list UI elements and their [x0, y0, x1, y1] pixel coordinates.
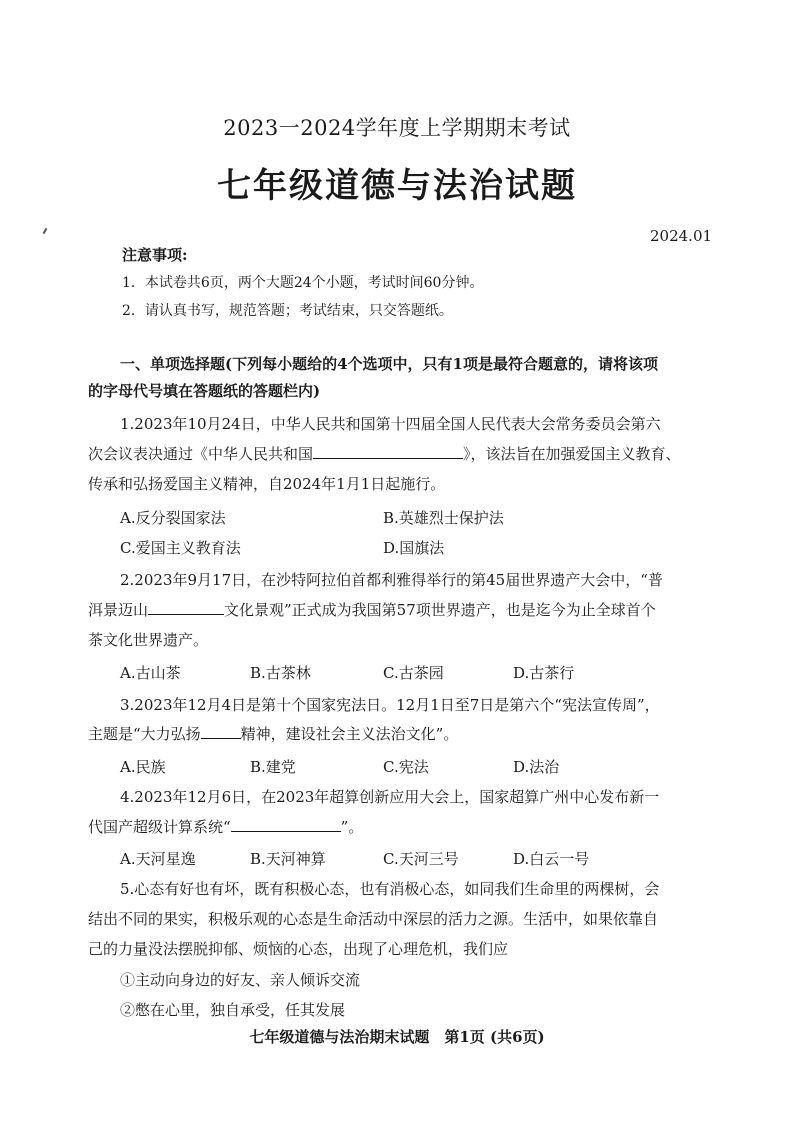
question-text-part: 代国产超级计算系统“	[88, 818, 231, 836]
option-d: D.古茶行	[513, 664, 575, 682]
section-heading: 一、单项选择题(下列每小题给的4个选项中，只有1项是最符合题意的，请将该项	[120, 355, 658, 373]
question-text-part: 》，该法旨在加强爱国主义教育、	[463, 445, 681, 463]
exam-date: 2024.01	[650, 227, 713, 245]
option-b: B.英雄烈士保护法	[383, 509, 504, 527]
answer-blank	[313, 444, 463, 459]
exam-year-heading: 2023一2024学年度上学期期末考试	[223, 116, 571, 140]
option-c: C.爱国主义教育法	[120, 539, 241, 557]
option-b: B.建党	[250, 758, 296, 776]
question-text: 茶文化世界遗产。	[88, 631, 209, 649]
option-b: B.天河神算	[250, 850, 326, 868]
page-title: 七年级道德与法治试题	[217, 166, 577, 206]
notice-item: 2．请认真书写，规范答题；考试结束，只交答题纸。	[122, 303, 453, 319]
question-text-part: 次会议表决通过《中华人民共和国	[88, 445, 314, 463]
question-text: 3.2023年12月4日是第十个国家宪法日。12月1日至7日是第六个“宪法宣传周”，	[120, 696, 660, 714]
answer-blank	[201, 724, 241, 739]
option-c: C.古茶园	[383, 664, 444, 682]
option-b: B.古茶林	[250, 664, 311, 682]
scan-speck	[43, 228, 48, 234]
question-text-part: 精神，建设社会主义法治文化”。	[240, 725, 459, 743]
question-text-part: ”。	[340, 818, 364, 836]
option-d: D.国旗法	[383, 539, 445, 557]
question-text-part: 文化景观”正式成为我国第57项世界遗产，也是迄今为止全球首个	[224, 601, 656, 619]
answer-blank	[231, 817, 341, 832]
question-text: 5.心态有好也有坏，既有积极心态，也有消极心态，如同我们生命里的两棵树，会	[120, 880, 660, 898]
section-heading-cont: 的字母代号填在答题纸的答题栏内)	[88, 382, 321, 400]
question-text: 4.2023年12月6日，在2023年超算创新应用大会上，国家超算广州中心发布新一	[120, 788, 660, 806]
option-a: A.古山茶	[120, 664, 181, 682]
question-text-part: 主题是“大力弘扬	[88, 725, 201, 743]
choice-item: ②憋在心里，独自承受，任其发展	[120, 1001, 346, 1019]
question-text	[88, 723, 458, 744]
question-text: 1.2023年10月24日，中华人民共和国第十四届全国人民代表大会常务委员会第六	[120, 415, 661, 433]
notice-item: 1．本试卷共6页，两个大题24个小题，考试时间60分钟。	[122, 275, 484, 291]
question-text	[88, 599, 656, 620]
question-text: 结出不同的果实，积极乐观的心态是生命活动中深层的活力之源。生活中，如果依靠自	[88, 910, 659, 928]
option-c: C.宪法	[383, 758, 429, 776]
notice-heading: 注意事项:	[122, 246, 188, 264]
question-text: 己的力量没法摆脱抑郁、烦恼的心态，出现了心理危机，我们应	[88, 940, 509, 958]
answer-blank	[148, 600, 224, 615]
question-text	[88, 443, 681, 464]
question-text	[88, 816, 363, 837]
option-d: D.白云一号	[513, 850, 590, 868]
choice-item: ①主动向身边的好友、亲人倾诉交流	[120, 971, 361, 989]
question-text: 2.2023年9月17日，在沙特阿拉伯首都利雅得举行的第45届世界遗产大会中，“普	[120, 571, 663, 589]
option-d: D.法治	[513, 758, 560, 776]
page-footer: 七年级道德与法治期末试题 第1页 (共6页)	[249, 1028, 545, 1046]
option-c: C.天河三号	[383, 850, 459, 868]
question-text-part: 洱景迈山	[88, 601, 149, 619]
option-a: A.天河星逸	[120, 850, 196, 868]
option-a: A.民族	[120, 758, 166, 776]
question-text: 传承和弘扬爱国主义精神，自2024年1月1日起施行。	[88, 475, 446, 493]
option-a: A.反分裂国家法	[120, 509, 226, 527]
